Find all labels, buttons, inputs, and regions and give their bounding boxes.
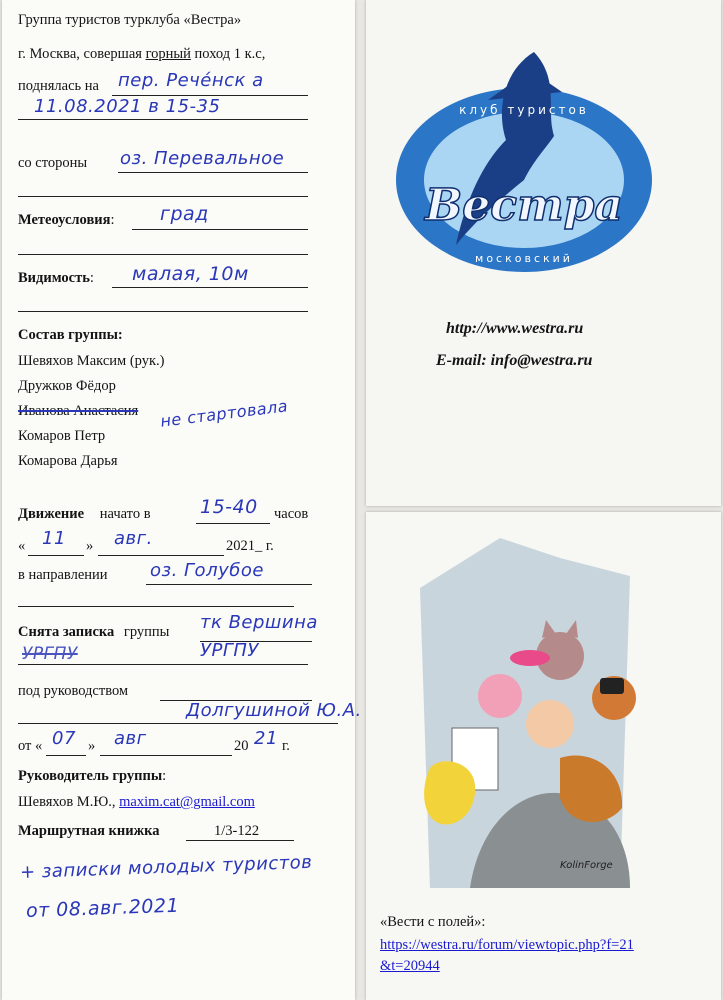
visibility-colon: :	[89, 270, 94, 286]
blank-line	[18, 311, 308, 312]
member-2: Дружков Фёдор	[18, 378, 116, 394]
forum-link-line-2[interactable]: &t=20944	[380, 958, 440, 974]
weather-value: град	[160, 203, 209, 225]
handwritten-note-line-1: + записки молодых туристов	[19, 851, 313, 883]
cat-face-icon	[526, 700, 574, 748]
book-number: 1/3-122	[214, 823, 260, 839]
weather-line	[132, 229, 308, 230]
movement-label: Движение	[18, 506, 85, 522]
intro-line-1: Группа туристов турклуба «Вестра»	[18, 12, 242, 28]
removed-struck-text: УРГПУ	[22, 644, 78, 664]
leader-label: под руководством	[18, 683, 129, 699]
artist-signature: KolinForge	[560, 860, 613, 871]
month-line	[98, 555, 224, 556]
head-email-link[interactable]: maxim.cat@gmail.com	[119, 794, 255, 810]
removed-by-org: УРГПУ	[200, 640, 259, 661]
blank-line	[18, 254, 308, 255]
ascent-date-time: 11.08.2021 в 15-35	[34, 96, 221, 117]
member-3-crossed-out: Иванова Анастасия	[18, 403, 139, 419]
movement-started-label: начато в	[99, 506, 151, 522]
movement-time: 15-40	[200, 496, 258, 518]
from-month: авг	[114, 728, 147, 749]
weather-row	[18, 212, 115, 229]
hike-type: горный	[145, 46, 191, 62]
direction-line	[146, 584, 312, 585]
from-year-suffix: г.	[282, 738, 290, 754]
movement-day: 11	[42, 528, 66, 549]
head-label: Руководитель группы	[18, 768, 163, 784]
movement-month: авг.	[114, 528, 153, 549]
visibility-label: Видимость	[18, 270, 90, 286]
cats-mountain-illustration	[410, 528, 642, 888]
quote-close: »	[86, 538, 94, 554]
forum-link-line-1[interactable]: https://westra.ru/forum/viewtopic.php?f=21	[380, 937, 634, 953]
logo-name: Вестра	[425, 180, 623, 231]
westra-logo	[384, 40, 654, 280]
member-4: Комаров Петр	[18, 428, 106, 444]
book-line	[186, 840, 294, 841]
from-day: 07	[52, 728, 76, 749]
direction-value: оз. Голубое	[150, 560, 264, 581]
head-name: Шевяхов М.Ю.,	[18, 794, 116, 810]
removed-group-word: группы	[123, 624, 170, 640]
from-label: от «	[18, 738, 43, 754]
candy-icon	[510, 650, 550, 666]
logo-top-text: клуб туристов	[459, 103, 589, 117]
from-year-prefix: 20	[234, 738, 249, 754]
from-close: »	[88, 738, 96, 754]
handwritten-note-line-2: от 08.авг.2021	[25, 894, 180, 922]
movement-year: 2021_ г.	[226, 538, 274, 554]
forum-label: «Вести с полей»:	[380, 914, 486, 930]
side-line	[118, 172, 308, 173]
visibility-line	[112, 287, 308, 288]
intro-line-2-prefix: г. Москва, совершая	[18, 46, 142, 62]
intro-line-2-suffix: поход 1 к.с,	[194, 46, 266, 62]
book-label: Маршрутная книжка	[18, 823, 160, 839]
club-url[interactable]: http://www.westra.ru	[446, 320, 584, 337]
weather-colon: :	[110, 212, 115, 228]
intro-line-2	[18, 46, 265, 63]
weather-label: Метеоусловия	[18, 212, 111, 228]
movement-row	[18, 506, 151, 523]
blank-line	[18, 196, 308, 197]
logo-bottom-text: московский	[475, 252, 573, 265]
quote-open: «	[18, 538, 26, 554]
head-row	[18, 768, 166, 785]
visibility-value: малая, 10м	[132, 263, 249, 285]
removed-label: Снята записка	[18, 624, 115, 640]
book-row	[18, 823, 160, 840]
hours-word: часов	[274, 506, 309, 522]
head-colon: :	[162, 768, 167, 784]
cat-face-icon	[478, 674, 522, 718]
pass-name: пер. Рече́нск а	[118, 70, 264, 91]
leader-line-2	[18, 723, 338, 724]
direction-label: в направлении	[18, 567, 108, 583]
ascended-label: поднялась на	[18, 78, 99, 94]
member-5: Комарова Дарья	[18, 453, 118, 469]
group-label: Состав группы:	[18, 327, 123, 343]
visibility-row	[18, 270, 94, 287]
blank-line	[18, 606, 294, 607]
from-day-line	[46, 755, 86, 756]
camera-icon	[600, 678, 624, 694]
removed-row	[18, 624, 169, 641]
from-month-line	[100, 755, 232, 756]
removed-by-group: тк Вершина	[200, 612, 318, 633]
club-email[interactable]: E-mail: info@westra.ru	[436, 352, 593, 369]
side-label: со стороны	[18, 155, 88, 171]
head-contact	[18, 794, 255, 811]
leader-name: Долгушиной Ю.А.	[186, 700, 362, 721]
side-value: оз. Перевальное	[120, 148, 285, 169]
removed-org-line	[18, 664, 308, 665]
movement-time-line	[196, 523, 270, 524]
from-year: 21	[254, 728, 278, 749]
member-1: Шевяхов Максим (рук.)	[18, 353, 165, 369]
member-3-note: не стартовала	[159, 396, 290, 431]
date-line	[18, 119, 308, 120]
day-line	[28, 555, 84, 556]
